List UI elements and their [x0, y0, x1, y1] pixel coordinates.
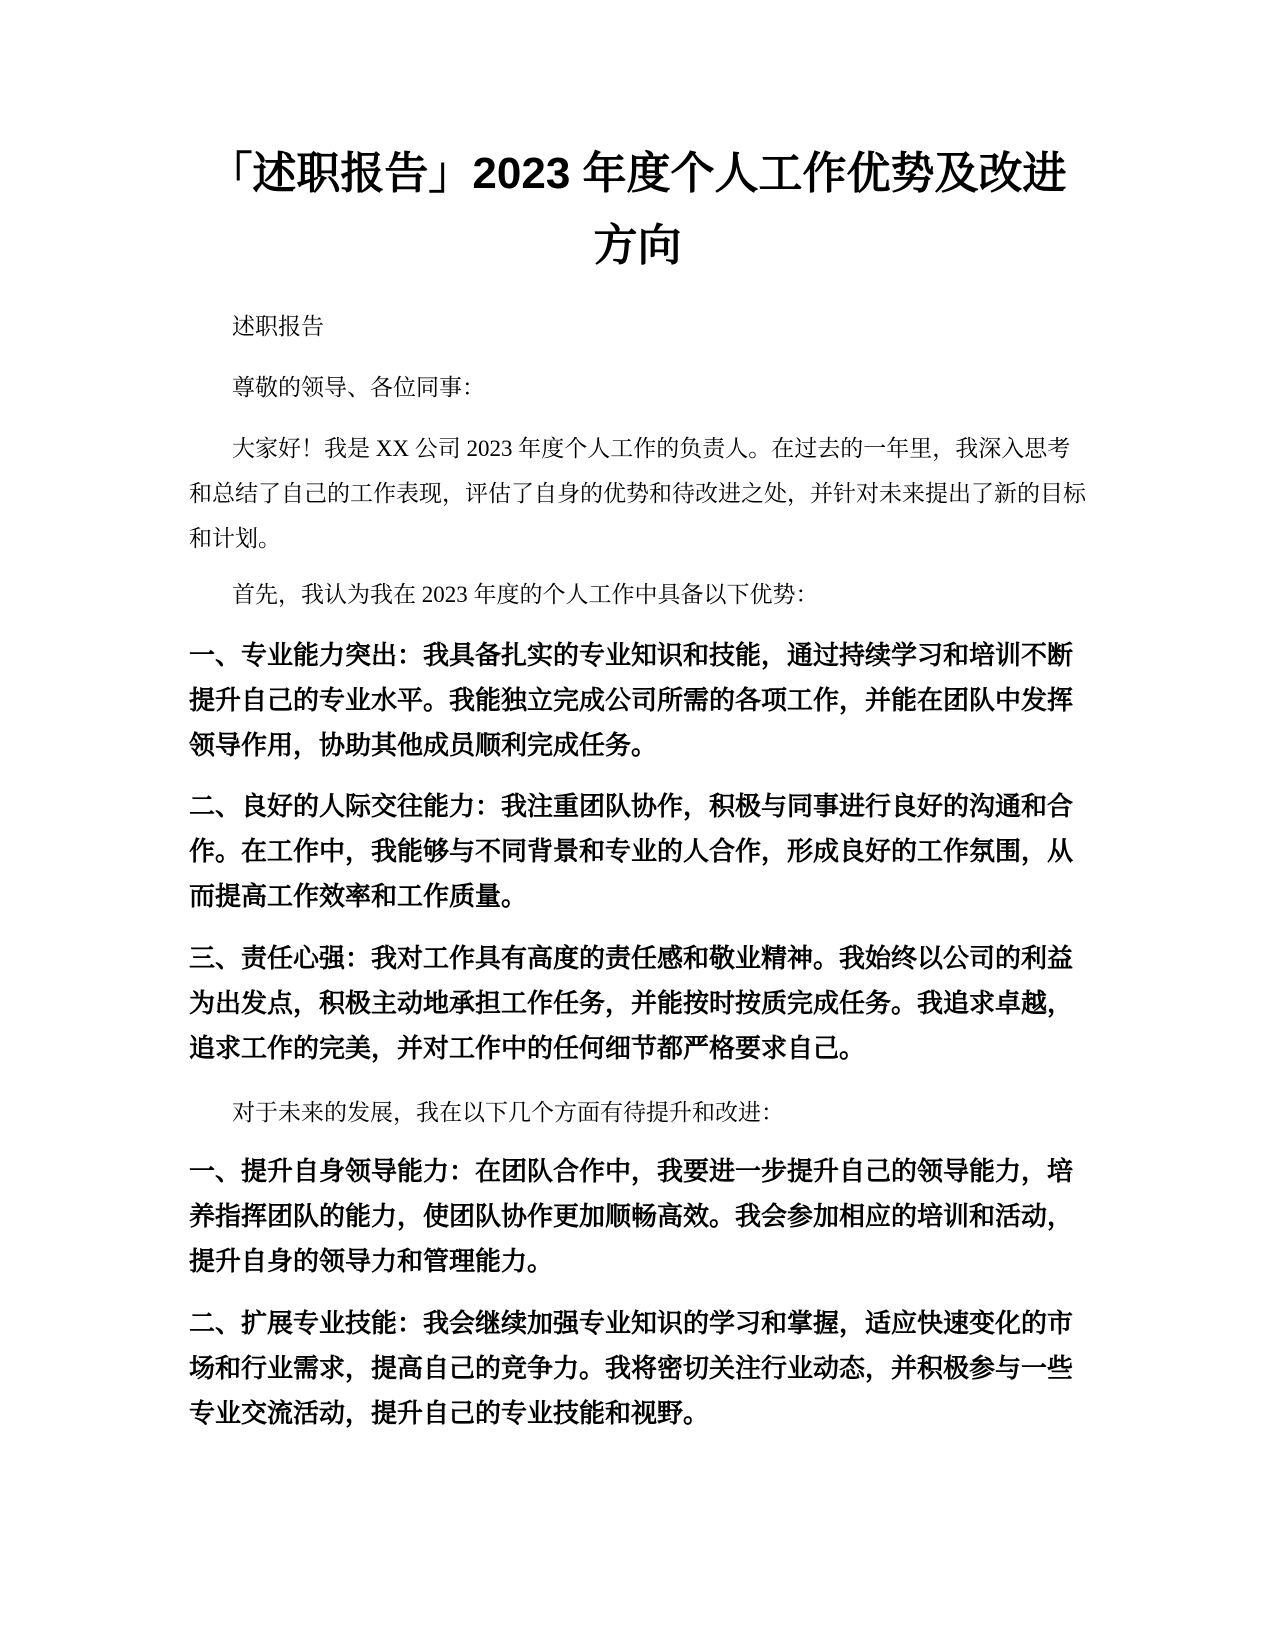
- page-title: [150, 138, 1125, 282]
- title-line-1: 「述职报告」2023 年度个人工作优势及改进: [208, 149, 1067, 198]
- paragraph-introduction: 大家好！我是 XX 公司 2023 年度个人工作的负责人。在过去的一年里，我深入思考和总结了自己的工作表现，评估了自身的优势和待改进之处，并针对未来提出了新的目标和计划。: [189, 436, 1086, 551]
- paragraph-strength-3: 三、责任心强：我对工作具有高度的责任感和敬业精神。我始终以公司的利益为出发点，积极主动地承担工作任务，并能按时按质完成任务。我追求卓越，追求工作的完美，并对工作中的任何细节都严格要求自己。: [189, 943, 1074, 1063]
- paragraph-salutation: 尊敬的领导、各位同事：: [232, 375, 485, 400]
- paragraph-improvements-intro: 对于未来的发展，我在以下几个方面有待提升和改进：: [232, 1100, 784, 1125]
- paragraph-improvement-1: 一、提升自身领导能力：在团队合作中，我要进一步提升自己的领导能力，培养指挥团队的能力，使团队协作更加顺畅高效。我会参加相应的培训和活动，提升自身的领导力和管理能力。: [189, 1156, 1074, 1276]
- paragraph-heading-label: 述职报告: [232, 314, 324, 339]
- title-line-2: 方向: [593, 221, 682, 270]
- paragraph-improvement-2: 二、扩展专业技能：我会继续加强专业知识的学习和掌握，适应快速变化的市场和行业需求，提高自己的竞争力。我将密切关注行业动态，并积极参与一些专业交流活动，提升自己的专业技能和视野。: [189, 1308, 1074, 1428]
- paragraph-strengths-intro: 首先，我认为我在 2023 年度的个人工作中具备以下优势：: [232, 582, 819, 607]
- paragraph-strength-2: 二、良好的人际交往能力：我注重团队协作，积极与同事进行良好的沟通和合作。在工作中，我能够与不同背景和专业的人合作，形成良好的工作氛围，从而提高工作效率和工作质量。: [189, 791, 1074, 911]
- paragraph-strength-1: 一、专业能力突出：我具备扎实的专业知识和技能，通过持续学习和培训不断提升自己的专业水平。我能独立完成公司所需的各项工作，并能在团队中发挥领导作用，协助其他成员顺利完成任务。: [189, 640, 1074, 760]
